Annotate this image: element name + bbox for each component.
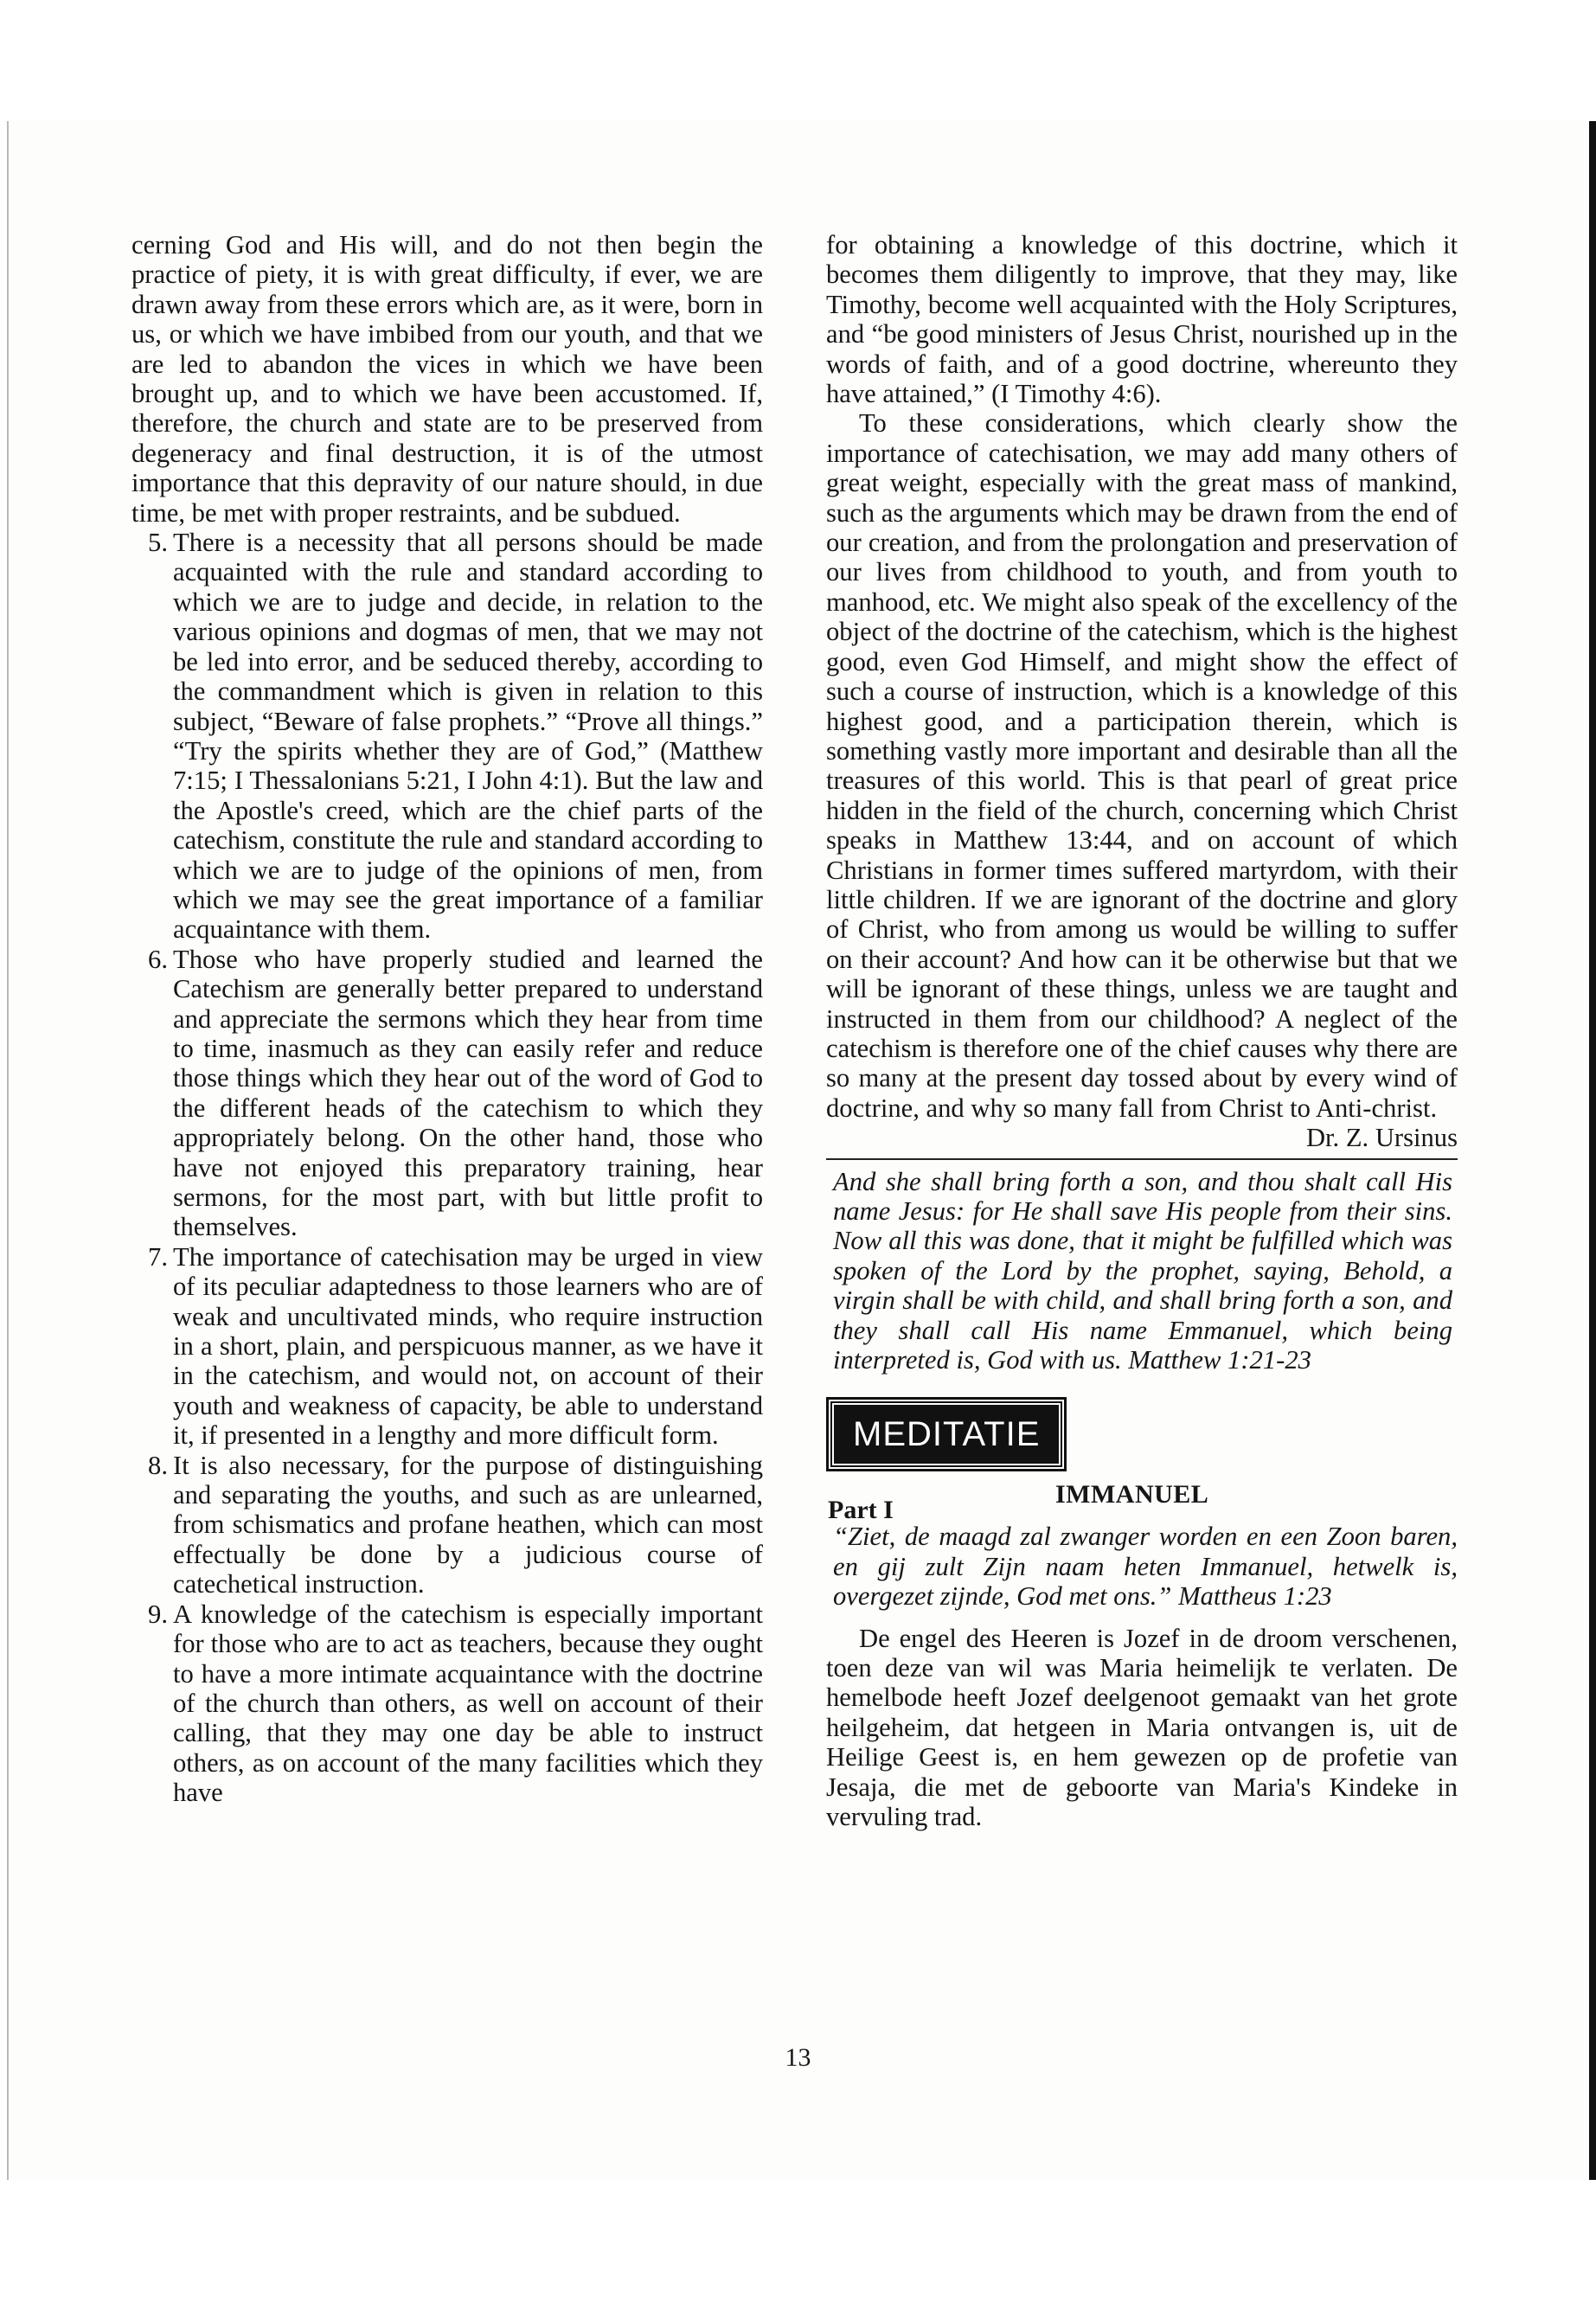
list-item-9: [131, 1599, 763, 1808]
meditatie-logo-wrap: [826, 1397, 1458, 1471]
list-item-6: [131, 945, 763, 1242]
scan-margin-top: [0, 0, 1596, 121]
body-paragraph: To these considerations, which clearly show the importance of catechisation, we may add many others of great weight, especially with the great mass of mankind, such as the arguments which may be drawn from the end of our creation, and from the prolongation and preservation of our lives from childhood to youth, and from youth to manhood, etc. We might also speak of the excellency of the object of the doctrine of the catechism, which is the highest good, even God Himself, and might show the effect of such a course of instruction, which is a knowledge of this highest good, and a participation therein, which is something vastly more important and desirable than all the treasures of this world. This is that pearl of great price hidden in the field of the church, concerning which Christ speaks in Matthew 13:44, and on account of which Christians in former times suffered martyrdom, with their little children. If we are ignorant of the doctrine and glory of Christ, who from among us would be willing to suffer on their account? And how can it be otherwise but that we will be ignorant of these things, unless we are taught and instructed in them from our childhood? A neglect of the catechism is therefore one of the chief causes why there are so many at the present day tossed about by every wind of doctrine, and why so many fall from Christ to Anti-christ.: [826, 408, 1458, 1123]
list-number: 8.: [148, 1450, 168, 1480]
continued-paragraph: cerning God and His will, and do not then begin the practice of piety, it is with great difficulty, if ever, we are drawn away from these errors which are, as it were, born in us, or which we have imbibed from our youth, and that we are led to abandon the vices in which we have been brought up, and to which we have been accustomed. If, therefore, the church and state are to be preserved from degeneracy and final destruction, it is of the utmost importance that this depravity of our nature should, in due time, be met with proper restraints, and be subdued.: [131, 230, 763, 528]
meditation-heading: [826, 1480, 1458, 1525]
list-text: There is a necessity that all persons should be made acquainted with the rule and standard according to which we are to judge and decide, in relation to the various opinions and dogmas of men, that we may not be led into error, and be seduced thereby, according to the commandment which is given in relation to this subject, “Beware of false prophets.” “Prove all things.” “Try the spirits whether they are of God,” (Matthew 7:15; I Thessalonians 5:21, I John 4:1). But the law and the Apostle's creed, which are the chief parts of the catechism, constitute the rule and standard according to which we are to judge of the opinions of men, from which we may see the great importance of a familiar acquaintance with them.: [173, 528, 763, 945]
dutch-paragraph: De engel des Heeren is Jozef in de droom verschenen, toen deze van wil was Maria heimelijk te verlaten. De hemelbode heeft Jozef deelgenoot gemaakt van het grote heilgeheim, dat hetgeen in Maria ontvangen is, uit de Heilige Geest is, en hem gewezen op de profetie van Jesaja, die met de geboorte van Maria's Kindeke in vervuling trad.: [826, 1623, 1458, 1832]
list-number: 6.: [148, 944, 168, 974]
list-text: A knowledge of the catechism is especially important for those who are to act as teachers, because they ought to have a more intimate acquaintance with the doctrine of the church than others, as well on account of their calling, that they may one day be able to instruct others, as on account of the many facilities which they have: [173, 1599, 763, 1808]
list-text: Those who have properly studied and learned the Catechism are generally better prepared to understand and appreciate the sermons which they hear from time to time, inasmuch as they can easily refer and reduce those things which they hear out of the word of God to the different heads of the catechism to which they appropriately belong. On the other hand, those who have not enjoyed this preparatory training, hear sermons, for the most part, with but little profit to themselves.: [173, 944, 763, 1242]
scan-edge-shadow: [1589, 121, 1596, 2183]
list-item-5: [131, 528, 763, 945]
meditatie-logo-text: MEDITATIE: [832, 1403, 1061, 1465]
list-text: The importance of catechisation may be urged in view of its peculiar adaptedness to those learners who are of weak and uncultivated minds, who require instruction in a short, plain, and perspicuous manner, as we have it in the catechism, and would not, on account of their youth and weakness of capacity, be able to understand it, if presented in a lengthy and more difficult form.: [173, 1241, 763, 1451]
page-number: 13: [785, 2043, 811, 2072]
list-number: 9.: [148, 1599, 168, 1629]
right-column: [826, 230, 1458, 1832]
scripture-quote: And she shall bring forth a son, and thou shalt call His name Jesus: for He shall save His people from their sins. Now all this was done, that it might be fulfilled which was spoken of the Lord by the prophet, saying, Behold, a virgin shall be with child, and shall bring forth a son, and they shall call His name Emmanuel, which being interpreted is, God with us. Matthew 1:21-23: [833, 1166, 1452, 1375]
left-column: [131, 230, 763, 1808]
continued-paragraph: for obtaining a knowledge of this doctrine, which it becomes them diligently to improve, that they may, like Timothy, become well acquainted with the Holy Scriptures, and “be good ministers of Jesus Christ, nourished up in the words of faith, and of a good doctrine, whereunto they have attained,” (I Timothy 4:6).: [826, 230, 1458, 409]
list-number: 5.: [148, 528, 168, 558]
list-number: 7.: [148, 1241, 168, 1272]
list-item-8: [131, 1451, 763, 1599]
author-signature: Dr. Z. Ursinus: [1305, 1123, 1458, 1153]
meditation-title: IMMANUEL: [1055, 1480, 1209, 1509]
list-item-7: [131, 1242, 763, 1451]
scan-margin-bottom: [0, 2180, 1596, 2301]
section-divider: [826, 1158, 1458, 1160]
dutch-scripture-quote: “Ziet, de maagd zal zwanger worden en een Zoon baren, en gij zult Zijn naam heten Immanuel, hetwelk is, overgezet zijnde, God met ons.” Mattheus 1:23: [833, 1522, 1458, 1612]
list-text: It is also necessary, for the purpose of distinguishing and separating the youths, and such as are unlearned, from schismatics and profane heathen, which can most effectually be done by a judicious course of catechetical instruction.: [173, 1450, 763, 1599]
meditatie-logo: [826, 1397, 1067, 1471]
part-label: Part I: [828, 1496, 894, 1525]
